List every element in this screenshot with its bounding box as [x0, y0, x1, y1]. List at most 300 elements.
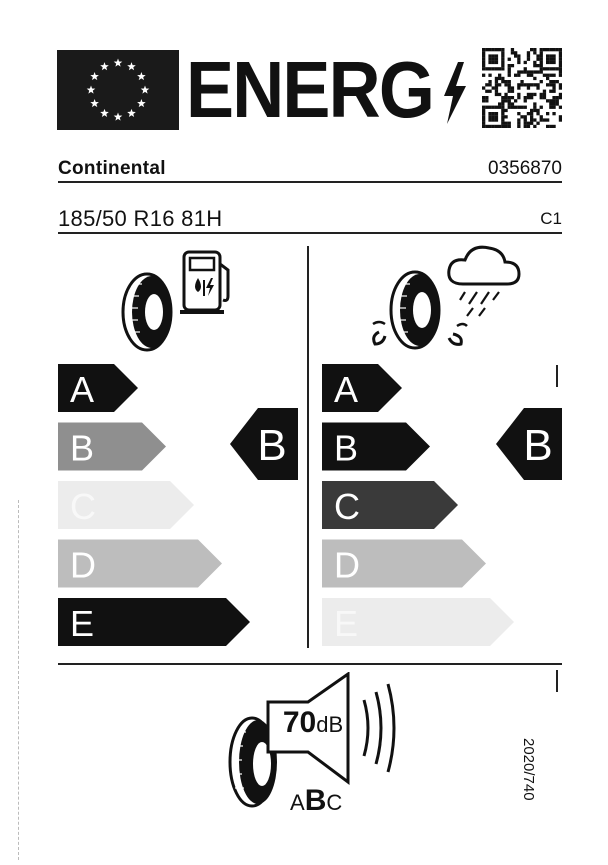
qr-module — [517, 86, 520, 89]
qr-module — [520, 83, 523, 86]
qr-module — [501, 96, 504, 99]
qr-module — [559, 106, 562, 109]
qr-module — [492, 86, 495, 89]
qr-module — [527, 70, 530, 73]
qr-module — [504, 122, 507, 125]
qr-module — [501, 118, 504, 121]
rain-cloud-tyre-icon — [365, 240, 525, 352]
qr-module — [536, 83, 539, 86]
qr-module — [549, 54, 552, 57]
qr-module — [504, 93, 507, 96]
qr-module — [482, 122, 485, 125]
qr-module — [536, 64, 539, 67]
qr-module — [508, 86, 511, 89]
qr-module — [527, 74, 530, 77]
qr-module — [508, 122, 511, 125]
qr-module — [504, 125, 507, 128]
divider-size — [58, 232, 562, 234]
qr-module — [517, 83, 520, 86]
qr-module — [498, 106, 501, 109]
qr-module — [543, 118, 546, 121]
qr-module — [556, 80, 559, 83]
qr-module — [485, 48, 488, 51]
qr-module — [540, 93, 543, 96]
qr-module — [540, 67, 543, 70]
qr-module — [527, 58, 530, 61]
qr-module — [508, 106, 511, 109]
eu-flag-icon — [57, 50, 179, 130]
qr-module — [524, 106, 527, 109]
qr-module — [485, 90, 488, 93]
qr-module — [524, 122, 527, 125]
fuel-efficiency-scale — [58, 364, 303, 650]
qr-module — [501, 51, 504, 54]
qr-module — [552, 74, 555, 77]
qr-module — [501, 58, 504, 61]
qr-module — [482, 61, 485, 64]
qr-module — [552, 58, 555, 61]
qr-module — [508, 102, 511, 105]
qr-module — [552, 96, 555, 99]
qr-module — [530, 48, 533, 51]
qr-module — [492, 115, 495, 118]
qr-module — [540, 64, 543, 67]
qr-module — [530, 112, 533, 115]
qr-module — [533, 125, 536, 128]
noise-db-unit: dB — [316, 712, 344, 737]
qr-module — [549, 74, 552, 77]
qr-module — [559, 54, 562, 57]
divider-top — [58, 181, 562, 183]
qr-module — [508, 74, 511, 77]
qr-module — [540, 48, 543, 51]
supplier-name: Continental — [58, 158, 166, 179]
noise-db-value: 70 — [282, 706, 317, 739]
qr-module — [508, 64, 511, 67]
qr-module — [501, 122, 504, 125]
qr-module — [508, 96, 511, 99]
qr-module — [511, 48, 514, 51]
qr-module — [488, 125, 491, 128]
qr-module — [527, 93, 530, 96]
qr-module — [520, 115, 523, 118]
qr-module — [501, 64, 504, 67]
qr-module — [527, 122, 530, 125]
qr-module — [495, 86, 498, 89]
qr-module — [495, 106, 498, 109]
qr-module — [546, 125, 549, 128]
qr-module — [501, 102, 504, 105]
tyre-class: C1 — [540, 209, 562, 228]
fuel-class-b-label: B — [70, 427, 95, 469]
fuel-class-c-label: C — [70, 486, 96, 527]
qr-module — [546, 61, 549, 64]
qr-module — [559, 48, 562, 51]
qr-module — [549, 125, 552, 128]
qr-module — [514, 74, 517, 77]
qr-module — [559, 58, 562, 61]
noise-class-b: B — [304, 784, 327, 817]
qr-module — [536, 58, 539, 61]
qr-module — [482, 86, 485, 89]
qr-module — [498, 125, 501, 128]
qr-module — [556, 102, 559, 105]
qr-module — [559, 115, 562, 118]
qr-module — [552, 61, 555, 64]
qr-module — [530, 109, 533, 112]
qr-module — [559, 86, 562, 89]
qr-module — [552, 102, 555, 105]
qr-module — [520, 70, 523, 73]
qr-module — [524, 118, 527, 121]
qr-module — [485, 83, 488, 86]
qr-module — [498, 67, 501, 70]
qr-module — [488, 58, 491, 61]
qr-module — [482, 67, 485, 70]
qr-module — [549, 67, 552, 70]
qr-module — [495, 80, 498, 83]
qr-module — [540, 54, 543, 57]
qr-module — [549, 90, 552, 93]
qr-module — [552, 86, 555, 89]
qr-module — [495, 54, 498, 57]
qr-module — [543, 93, 546, 96]
qr-module — [508, 80, 511, 83]
qr-module — [533, 51, 536, 54]
qr-module — [559, 96, 562, 99]
fuel-class-a-label: A — [70, 369, 95, 410]
qr-module — [552, 67, 555, 70]
qr-module — [501, 48, 504, 51]
qr-module — [552, 112, 555, 115]
qr-module — [549, 102, 552, 105]
qr-module — [492, 48, 495, 51]
qr-module — [517, 125, 520, 128]
divider-bottom — [58, 663, 562, 665]
qr-module — [552, 125, 555, 128]
wet-class-c-label: C — [334, 486, 360, 527]
qr-module — [533, 77, 536, 80]
noise-class-c: C — [326, 790, 343, 815]
qr-module — [527, 54, 530, 57]
qr-module — [482, 96, 485, 99]
qr-module — [559, 51, 562, 54]
qr-module — [527, 125, 530, 128]
qr-module — [546, 74, 549, 77]
qr-module — [556, 67, 559, 70]
qr-module — [488, 61, 491, 64]
qr-module — [540, 115, 543, 118]
qr-module — [559, 61, 562, 64]
qr-module — [488, 112, 491, 115]
qr-module — [501, 80, 504, 83]
qr-module — [530, 115, 533, 118]
qr-module — [556, 48, 559, 51]
qr-module — [511, 96, 514, 99]
qr-module — [533, 93, 536, 96]
qr-module — [495, 58, 498, 61]
qr-module — [511, 86, 514, 89]
qr-module — [546, 58, 549, 61]
qr-module — [482, 106, 485, 109]
qr-module — [504, 96, 507, 99]
qr-module — [504, 115, 507, 118]
qr-module — [488, 80, 491, 83]
qr-module — [540, 51, 543, 54]
qr-module — [543, 48, 546, 51]
qr-module — [520, 80, 523, 83]
qr-module — [552, 48, 555, 51]
qr-module — [540, 118, 543, 121]
qr-module — [559, 70, 562, 73]
qr-module — [482, 54, 485, 57]
qr-module — [540, 58, 543, 61]
qr-module — [508, 70, 511, 73]
qr-module — [536, 70, 539, 73]
qr-module — [488, 115, 491, 118]
qr-module — [511, 64, 514, 67]
qr-module — [549, 80, 552, 83]
qr-module — [530, 118, 533, 121]
qr-module — [495, 93, 498, 96]
noise-class-row — [290, 784, 342, 818]
wet-class-e-label: E — [334, 603, 359, 644]
qr-module — [495, 125, 498, 128]
energy-title — [186, 40, 461, 140]
noise-value — [272, 706, 354, 740]
article-number: 0356870 — [488, 158, 562, 179]
qr-module — [495, 112, 498, 115]
qr-module — [498, 74, 501, 77]
qr-module — [549, 106, 552, 109]
qr-module — [492, 112, 495, 115]
qr-module — [501, 106, 504, 109]
qr-module — [504, 83, 507, 86]
qr-module — [501, 112, 504, 115]
qr-module — [552, 99, 555, 102]
qr-module — [546, 54, 549, 57]
qr-module — [511, 102, 514, 105]
wet-class-b-label: B — [334, 427, 359, 469]
qr-module — [482, 115, 485, 118]
qr-module — [552, 80, 555, 83]
qr-module — [524, 99, 527, 102]
qr-module — [488, 83, 491, 86]
qr-module — [527, 86, 530, 89]
qr-module — [552, 83, 555, 86]
qr-module — [498, 93, 501, 96]
qr-module — [552, 90, 555, 93]
qr-module — [546, 83, 549, 86]
qr-module — [492, 125, 495, 128]
qr-module — [536, 112, 539, 115]
qr-module — [495, 61, 498, 64]
qr-module — [524, 67, 527, 70]
qr-module — [530, 122, 533, 125]
qr-module — [517, 70, 520, 73]
qr-module — [495, 48, 498, 51]
energy-title-text: ENERG — [186, 45, 434, 134]
qr-module — [501, 109, 504, 112]
qr-module — [533, 70, 536, 73]
noise-class-a: A — [290, 790, 305, 815]
qr-module — [504, 99, 507, 102]
qr-module — [533, 109, 536, 112]
qr-module — [517, 74, 520, 77]
qr-module — [482, 109, 485, 112]
qr-code-icon — [482, 48, 562, 128]
qr-module — [546, 112, 549, 115]
qr-module — [498, 102, 501, 105]
qr-module — [540, 96, 543, 99]
qr-module — [543, 90, 546, 93]
qr-module — [540, 70, 543, 73]
qr-module — [533, 83, 536, 86]
qr-module — [501, 115, 504, 118]
qr-module — [495, 67, 498, 70]
qr-module — [533, 48, 536, 51]
qr-module — [508, 58, 511, 61]
qr-module — [536, 54, 539, 57]
qr-module — [492, 67, 495, 70]
qr-module — [524, 61, 527, 64]
qr-module — [556, 96, 559, 99]
qr-module — [549, 58, 552, 61]
qr-module — [540, 80, 543, 83]
qr-module — [530, 70, 533, 73]
qr-module — [485, 125, 488, 128]
qr-module — [504, 80, 507, 83]
qr-module — [546, 67, 549, 70]
qr-module — [546, 99, 549, 102]
qr-module — [546, 118, 549, 121]
qr-module — [559, 93, 562, 96]
qr-module — [495, 115, 498, 118]
qr-module — [488, 67, 491, 70]
qr-module — [501, 54, 504, 57]
qr-module — [536, 122, 539, 125]
qr-module — [556, 99, 559, 102]
tyre-size: 185/50 R16 81H — [58, 206, 223, 231]
qr-module — [559, 74, 562, 77]
qr-module — [517, 96, 520, 99]
qr-module — [508, 67, 511, 70]
tick-mark — [556, 670, 558, 692]
lightning-icon — [440, 62, 468, 124]
qr-module — [517, 54, 520, 57]
qr-module — [482, 112, 485, 115]
qr-module — [492, 61, 495, 64]
qr-module — [536, 109, 539, 112]
qr-module — [488, 118, 491, 121]
qr-module — [559, 83, 562, 86]
qr-module — [530, 74, 533, 77]
fuel-efficiency-rating-arrow — [230, 408, 298, 480]
edge-mark — [18, 500, 20, 860]
qr-module — [520, 106, 523, 109]
qr-module — [501, 77, 504, 80]
qr-module — [501, 61, 504, 64]
qr-module — [530, 83, 533, 86]
qr-module — [517, 112, 520, 115]
qr-module — [488, 90, 491, 93]
qr-module — [524, 96, 527, 99]
qr-module — [524, 70, 527, 73]
qr-module — [495, 90, 498, 93]
qr-module — [488, 106, 491, 109]
qr-module — [482, 125, 485, 128]
regulation-number: 2020/740 — [520, 738, 537, 801]
qr-module — [495, 83, 498, 86]
qr-module — [543, 96, 546, 99]
qr-module — [492, 54, 495, 57]
qr-module — [524, 125, 527, 128]
qr-module — [533, 64, 536, 67]
qr-module — [508, 99, 511, 102]
divider-vertical — [307, 246, 309, 648]
qr-module — [485, 99, 488, 102]
qr-module — [517, 122, 520, 125]
qr-module — [527, 83, 530, 86]
qr-module — [482, 58, 485, 61]
qr-module — [559, 67, 562, 70]
qr-module — [511, 106, 514, 109]
qr-module — [527, 96, 530, 99]
qr-module — [492, 106, 495, 109]
wet-grip-rating: B — [523, 421, 553, 470]
qr-module — [511, 51, 514, 54]
qr-module — [517, 106, 520, 109]
qr-module — [530, 96, 533, 99]
qr-module — [514, 54, 517, 57]
qr-module — [549, 61, 552, 64]
qr-module — [495, 77, 498, 80]
qr-module — [543, 74, 546, 77]
qr-module — [488, 48, 491, 51]
qr-module — [498, 83, 501, 86]
qr-module — [485, 96, 488, 99]
qr-module — [533, 118, 536, 121]
qr-module — [511, 90, 514, 93]
wet-grip-rating-arrow — [496, 408, 562, 480]
qr-module — [501, 125, 504, 128]
qr-module — [552, 54, 555, 57]
qr-module — [533, 106, 536, 109]
qr-module — [488, 74, 491, 77]
wet-class-d-label: D — [334, 544, 360, 586]
qr-module — [559, 64, 562, 67]
qr-module — [540, 61, 543, 64]
qr-module — [530, 93, 533, 96]
qr-module — [514, 106, 517, 109]
qr-module — [546, 77, 549, 80]
qr-module — [540, 106, 543, 109]
qr-module — [527, 112, 530, 115]
qr-module — [549, 83, 552, 86]
qr-module — [501, 67, 504, 70]
qr-module — [485, 67, 488, 70]
qr-module — [514, 99, 517, 102]
qr-module — [501, 99, 504, 102]
qr-module — [504, 109, 507, 112]
qr-module — [517, 61, 520, 64]
qr-module — [524, 115, 527, 118]
qr-module — [514, 51, 517, 54]
qr-module — [482, 99, 485, 102]
wet-grip-scale — [322, 364, 554, 650]
qr-module — [495, 118, 498, 121]
qr-module — [543, 67, 546, 70]
